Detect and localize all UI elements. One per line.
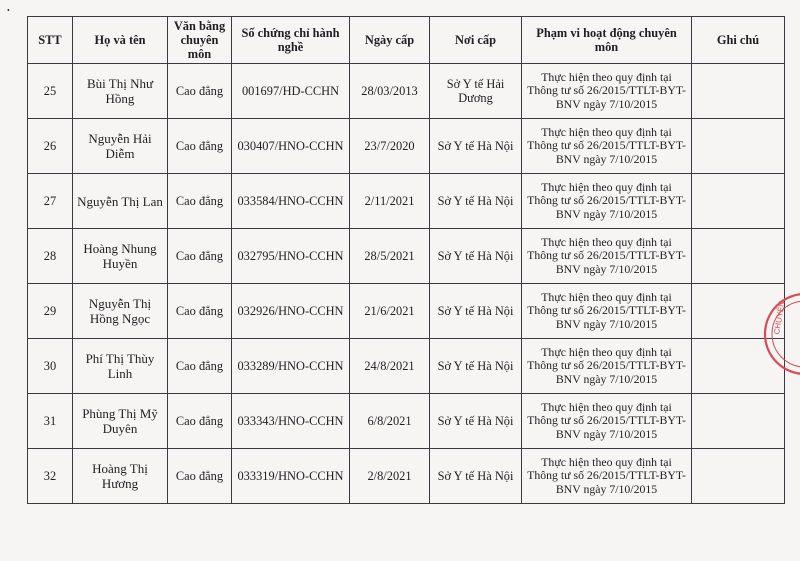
cell-cert-no: 033343/HNO-CCHN xyxy=(232,394,350,449)
table-row xyxy=(28,64,785,119)
cell-issuer: Sở Y tế Hà Nội xyxy=(430,229,522,284)
cell-cert-no: 030407/HNO-CCHN xyxy=(232,119,350,174)
cell-issuer: Sở Y tế Hà Nội xyxy=(430,284,522,339)
cell-degree: Cao đẳng xyxy=(168,394,232,449)
cell-note xyxy=(692,229,785,284)
table-row xyxy=(28,339,785,394)
cell-cert-no: 033584/HNO-CCHN xyxy=(232,174,350,229)
header-degree: Văn bằng chuyên môn xyxy=(168,17,232,64)
cell-name: Hoàng Nhung Huyền xyxy=(73,229,168,284)
cell-degree: Cao đẳng xyxy=(168,339,232,394)
cell-degree: Cao đẳng xyxy=(168,119,232,174)
cell-name: Phí Thị Thùy Linh xyxy=(73,339,168,394)
cell-scope: Thực hiện theo quy định tại Thông tư số 26/2015/TTLT-BYT-BNV ngày 7/10/2015 xyxy=(522,174,692,229)
cell-issue-date: 6/8/2021 xyxy=(350,394,430,449)
table-row xyxy=(28,284,785,339)
cell-issuer: Sở Y tế Hà Nội xyxy=(430,339,522,394)
table-row xyxy=(28,449,785,504)
cell-degree: Cao đẳng xyxy=(168,64,232,119)
cell-note xyxy=(692,449,785,504)
cell-scope: Thực hiện theo quy định tại Thông tư số 26/2015/TTLT-BYT-BNV ngày 7/10/2015 xyxy=(522,449,692,504)
cell-note xyxy=(692,119,785,174)
cell-cert-no: 001697/HD-CCHN xyxy=(232,64,350,119)
cell-name: Bùi Thị Như Hồng xyxy=(73,64,168,119)
cell-issue-date: 28/5/2021 xyxy=(350,229,430,284)
staff-table xyxy=(27,16,785,504)
cell-name: Nguyễn Thị Lan xyxy=(73,174,168,229)
table-row xyxy=(28,229,785,284)
cell-scope: Thực hiện theo quy định tại Thông tư số 26/2015/TTLT-BYT-BNV ngày 7/10/2015 xyxy=(522,229,692,284)
cell-issue-date: 23/7/2020 xyxy=(350,119,430,174)
header-scope: Phạm vi hoạt động chuyên môn xyxy=(522,17,692,64)
cell-name: Nguyễn Thị Hồng Ngọc xyxy=(73,284,168,339)
corner-dot: • xyxy=(7,6,10,15)
header-stt: STT xyxy=(28,17,73,64)
cell-note xyxy=(692,64,785,119)
cell-issue-date: 21/6/2021 xyxy=(350,284,430,339)
cell-stt: 25 xyxy=(28,64,73,119)
cell-note xyxy=(692,174,785,229)
cell-degree: Cao đẳng xyxy=(168,449,232,504)
header-name: Họ và tên xyxy=(73,17,168,64)
cell-issue-date: 2/11/2021 xyxy=(350,174,430,229)
cell-scope: Thực hiện theo quy định tại Thông tư số 26/2015/TTLT-BYT-BNV ngày 7/10/2015 xyxy=(522,394,692,449)
cell-note xyxy=(692,394,785,449)
table-row xyxy=(28,394,785,449)
cell-scope: Thực hiện theo quy định tại Thông tư số 26/2015/TTLT-BYT-BNV ngày 7/10/2015 xyxy=(522,64,692,119)
cell-stt: 28 xyxy=(28,229,73,284)
cell-scope: Thực hiện theo quy định tại Thông tư số 26/2015/TTLT-BYT-BNV ngày 7/10/2015 xyxy=(522,339,692,394)
svg-text:CHUYÊN: CHUYÊN xyxy=(772,300,787,336)
cell-issuer: Sở Y tế Hà Nội xyxy=(430,174,522,229)
cell-issuer: Sở Y tế Hà Nội xyxy=(430,119,522,174)
cell-cert-no: 032926/HNO-CCHN xyxy=(232,284,350,339)
cell-issuer: Sở Y tế Hà Nội xyxy=(430,394,522,449)
cell-stt: 29 xyxy=(28,284,73,339)
cell-name: Hoàng Thị Hương xyxy=(73,449,168,504)
cell-issue-date: 28/03/2013 xyxy=(350,64,430,119)
cell-scope: Thực hiện theo quy định tại Thông tư số 26/2015/TTLT-BYT-BNV ngày 7/10/2015 xyxy=(522,119,692,174)
cell-stt: 26 xyxy=(28,119,73,174)
cell-issuer: Sở Y tế Hải Dương xyxy=(430,64,522,119)
cell-name: Phùng Thị Mỹ Duyên xyxy=(73,394,168,449)
cell-scope: Thực hiện theo quy định tại Thông tư số 26/2015/TTLT-BYT-BNV ngày 7/10/2015 xyxy=(522,284,692,339)
cell-stt: 32 xyxy=(28,449,73,504)
header-note: Ghi chú xyxy=(692,17,785,64)
header-cert-no: Số chứng chỉ hành nghề xyxy=(232,17,350,64)
cell-cert-no: 032795/HNO-CCHN xyxy=(232,229,350,284)
cell-cert-no: 033289/HNO-CCHN xyxy=(232,339,350,394)
table-row xyxy=(28,174,785,229)
table-row xyxy=(28,119,785,174)
cell-stt: 30 xyxy=(28,339,73,394)
table-header-row xyxy=(28,17,785,64)
cell-degree: Cao đẳng xyxy=(168,229,232,284)
cell-name: Nguyễn Hải Diễm xyxy=(73,119,168,174)
cell-issuer: Sở Y tế Hà Nội xyxy=(430,449,522,504)
cell-degree: Cao đẳng xyxy=(168,174,232,229)
cell-issue-date: 2/8/2021 xyxy=(350,449,430,504)
header-issuer: Nơi cấp xyxy=(430,17,522,64)
cell-degree: Cao đẳng xyxy=(168,284,232,339)
cell-issue-date: 24/8/2021 xyxy=(350,339,430,394)
cell-cert-no: 033319/HNO-CCHN xyxy=(232,449,350,504)
cell-stt: 31 xyxy=(28,394,73,449)
red-seal-stamp xyxy=(761,290,800,378)
header-issue-date: Ngày cấp xyxy=(350,17,430,64)
cell-stt: 27 xyxy=(28,174,73,229)
